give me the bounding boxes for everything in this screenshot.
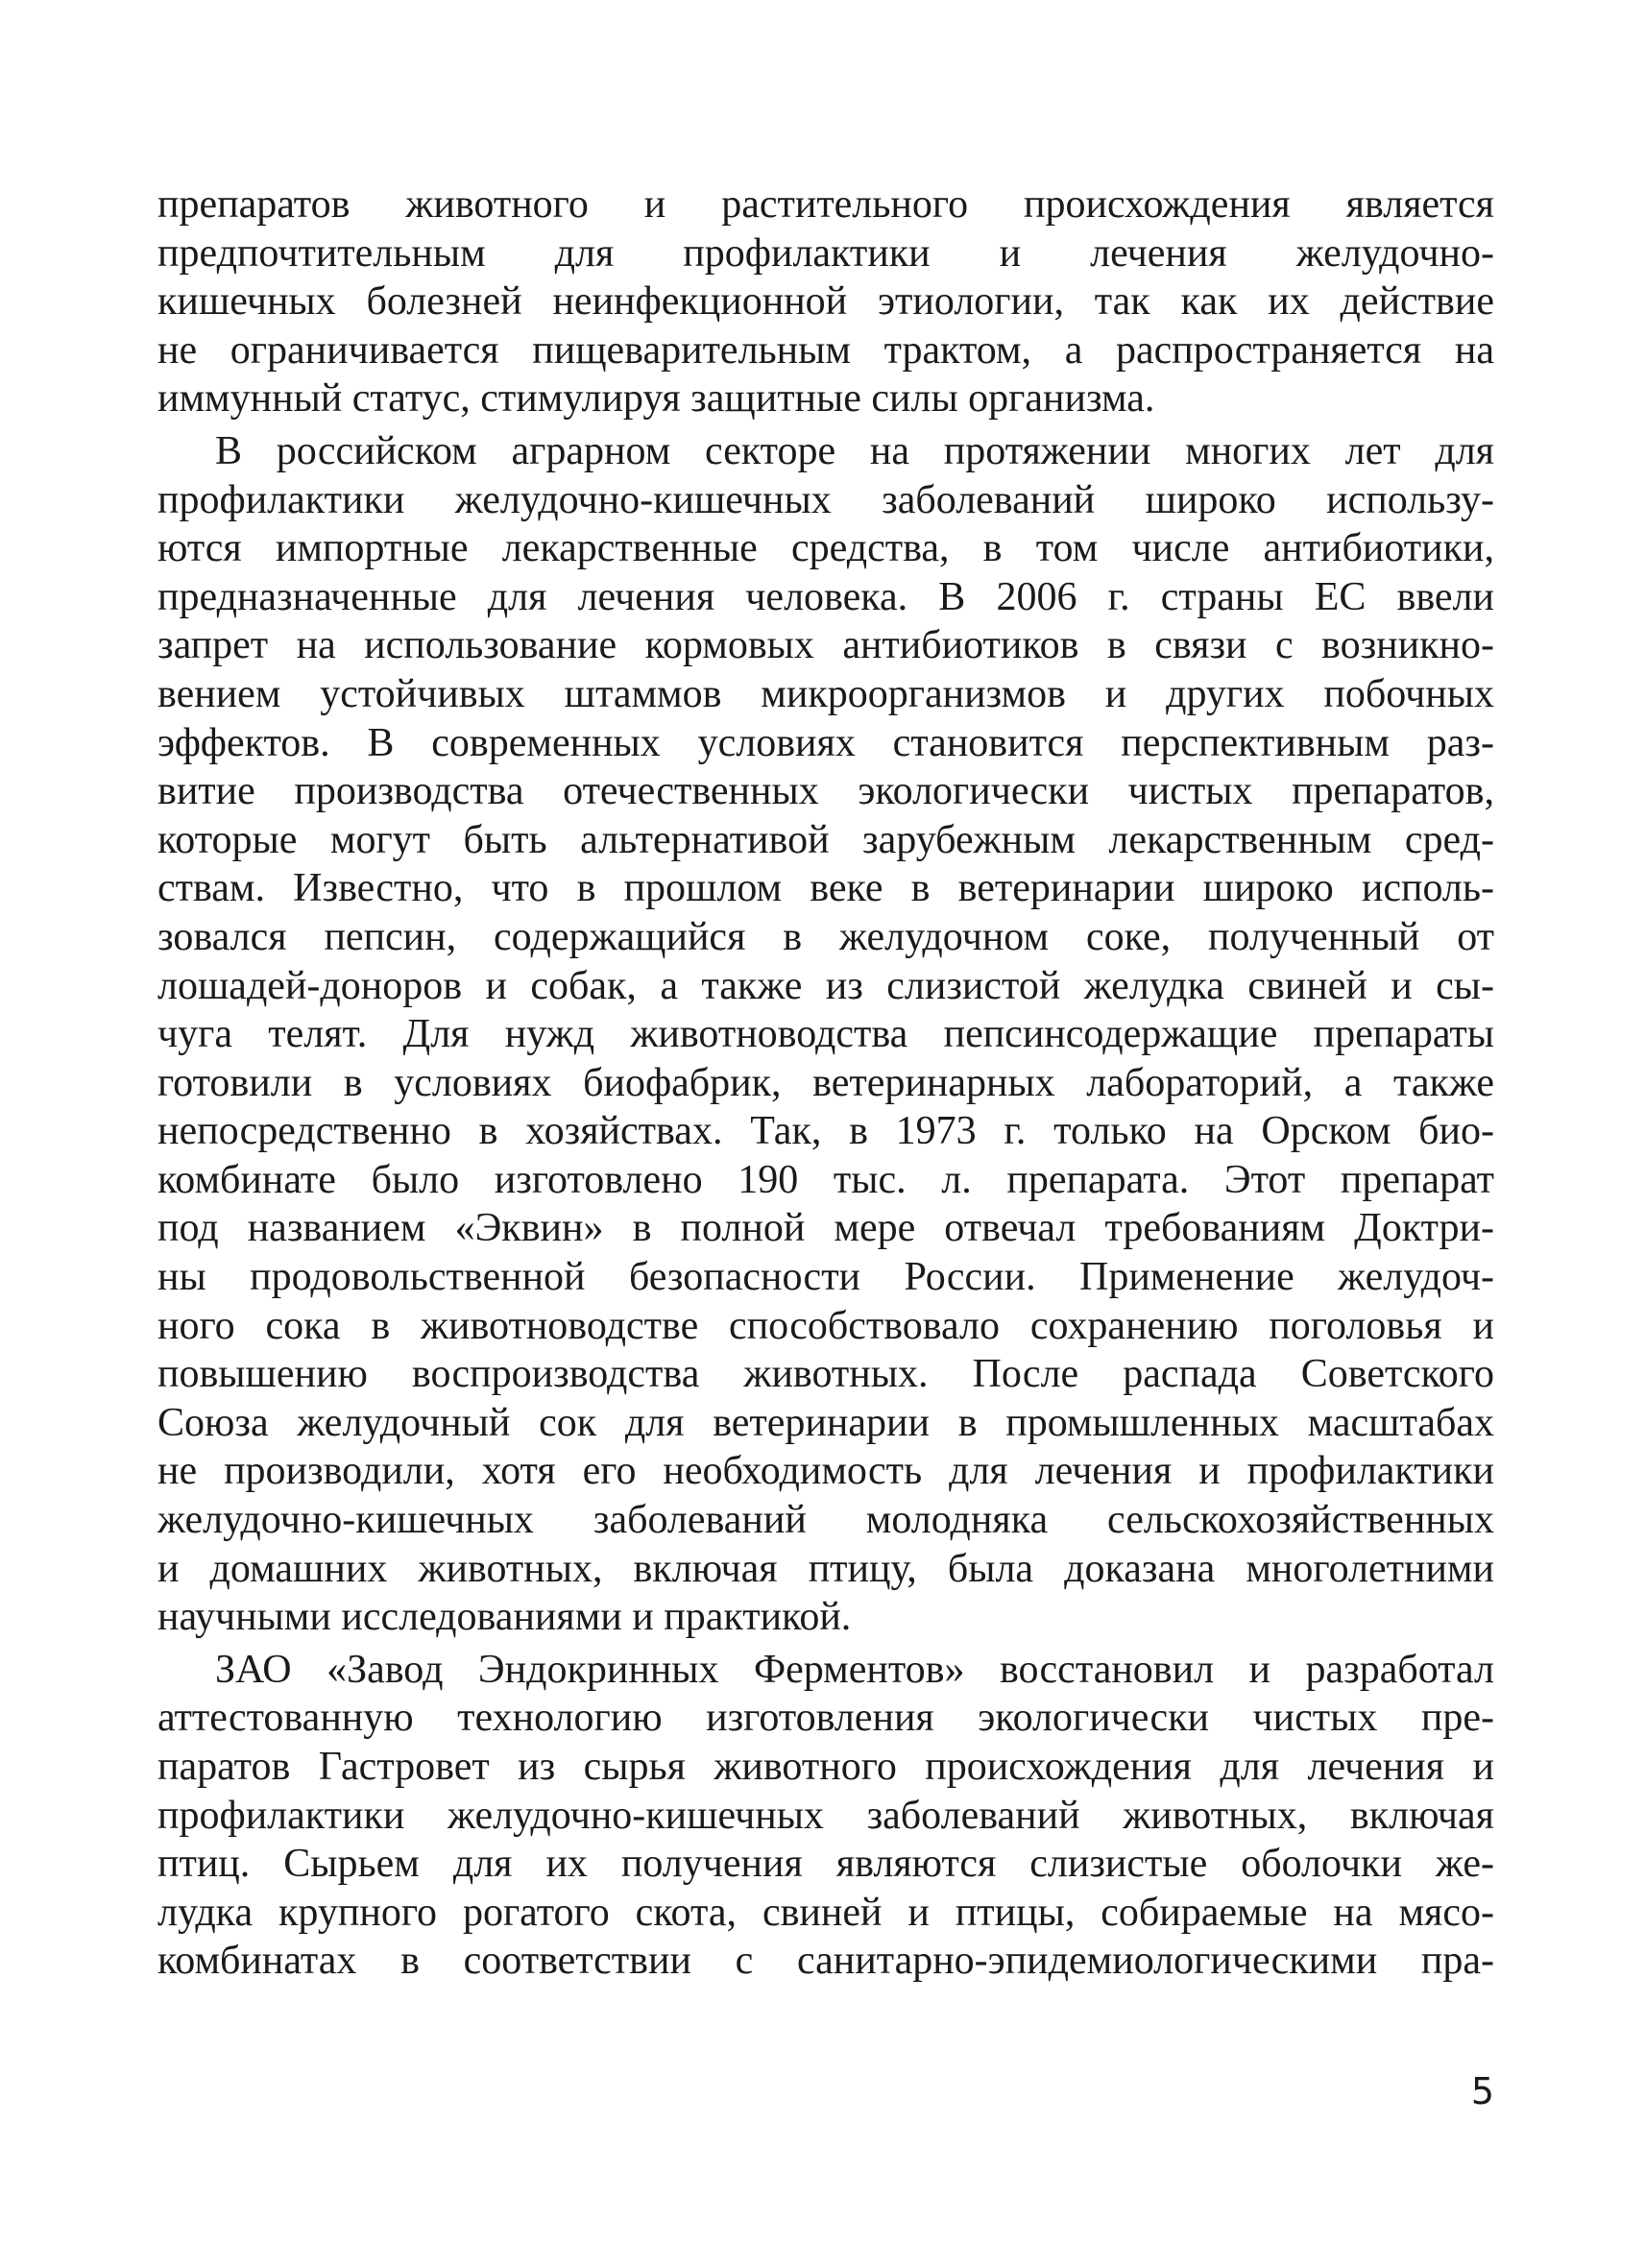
text-line: В российском аграрном секторе на протяжении многих лет для (215, 428, 1494, 473)
text-line: ствам. Известно, что в прошлом веке в ветеринарии широко исполь- (157, 866, 1494, 911)
text-line: научными исследованиями и практикой. (157, 1595, 852, 1640)
text-line: не ограничивается пищеварительным трактом, а распространяется на (157, 327, 1494, 373)
text-line: под названием «Эквин» в полной мере отвечал требованиям Доктри- (157, 1206, 1494, 1251)
paragraph-1 (157, 181, 1494, 423)
body-text (157, 181, 1494, 1990)
text-line: готовили в условиях биофабрик, ветеринарных лабораторий, а также (157, 1060, 1494, 1105)
paragraph-2 (157, 427, 1494, 1642)
text-line: паратов Гастровет из сырья животного происхождения для лечения и (157, 1745, 1494, 1789)
text-line: препаратов животного и растительного происхождения является (157, 182, 1494, 227)
text-line: комбинате было изготовлено 190 тыс. л. препарата. Этот препарат (157, 1157, 1494, 1202)
text-line: аттестованную технологию изготовления экологически чистых пре- (157, 1696, 1494, 1741)
text-line: витие производства отечественных экологически чистых препаратов, (157, 769, 1494, 814)
text-line: и домашних животных, включая птицу, была доказана многолетними (157, 1546, 1494, 1591)
text-line: желудочно-кишечных заболеваний молодняка сельскохозяйственных (157, 1498, 1494, 1543)
text-line: птиц. Сырьем для их получения являются слизистые оболочки же- (157, 1842, 1494, 1887)
text-line: Союза желудочный сок для ветеринарии в промышленных масштабах (157, 1400, 1494, 1445)
text-line: запрет на использование кормовых антибиотиков в связи с возникно- (157, 623, 1494, 668)
text-line: не производили, хотя его необходимость для лечения и профилактики (157, 1449, 1494, 1494)
text-line: зовался пепсин, содержащийся в желудочном соке, полученный от (157, 914, 1494, 959)
text-line: вением устойчивых штаммов микроорганизмов и других побочных (157, 671, 1494, 716)
text-line: комбинатах в соответствии с санитарно-эпидемиологическими пра- (157, 1939, 1494, 1984)
text-line: предназначенные для лечения человека. В 2006 г. страны ЕС ввели (157, 574, 1494, 619)
text-line: лудка крупного рогатого скота, свиней и птицы, собираемые на мясо- (157, 1890, 1494, 1935)
text-line: чуга телят. Для нужд животноводства пепсинсодержащие препараты (157, 1012, 1494, 1057)
text-line: ного сока в животноводстве способствовало сохранению поголовья и (157, 1303, 1494, 1348)
text-line: которые могут быть альтернативой зарубежным лекарственным сред- (157, 817, 1494, 862)
text-line: предпочтительным для профилактики и лечения желудочно- (157, 230, 1494, 276)
text-line: иммунный статус, стимулируя защитные силы организма. (157, 376, 1155, 422)
text-line: ны продовольственной безопасности России. Применение желудоч- (157, 1255, 1494, 1300)
text-line: непосредственно в хозяйствах. Так, в 1973 г. только на Орском био- (157, 1109, 1494, 1154)
text-line: профилактики желудочно-кишечных заболеваний широко использу- (157, 477, 1494, 522)
page-number: 5 (1470, 2070, 1494, 2112)
text-line: кишечных болезней неинфекционной этиологии, так как их действие (157, 279, 1494, 325)
text-line: профилактики желудочно-кишечных заболеваний животных, включая (157, 1793, 1494, 1838)
text-line: лошадей-доноров и собак, а также из слизистой желудка свиней и сы- (157, 963, 1494, 1008)
text-line: эффектов. В современных условиях становится перспективным раз- (157, 720, 1494, 765)
text-line: ются импортные лекарственные средства, в том числе антибиотики, (157, 526, 1494, 571)
text-line: ЗАО «Завод Эндокринных Ферментов» восстановил и разработал (215, 1647, 1494, 1692)
paragraph-3 (157, 1646, 1494, 1986)
text-line: повышению воспроизводства животных. После распада Советского (157, 1352, 1494, 1397)
